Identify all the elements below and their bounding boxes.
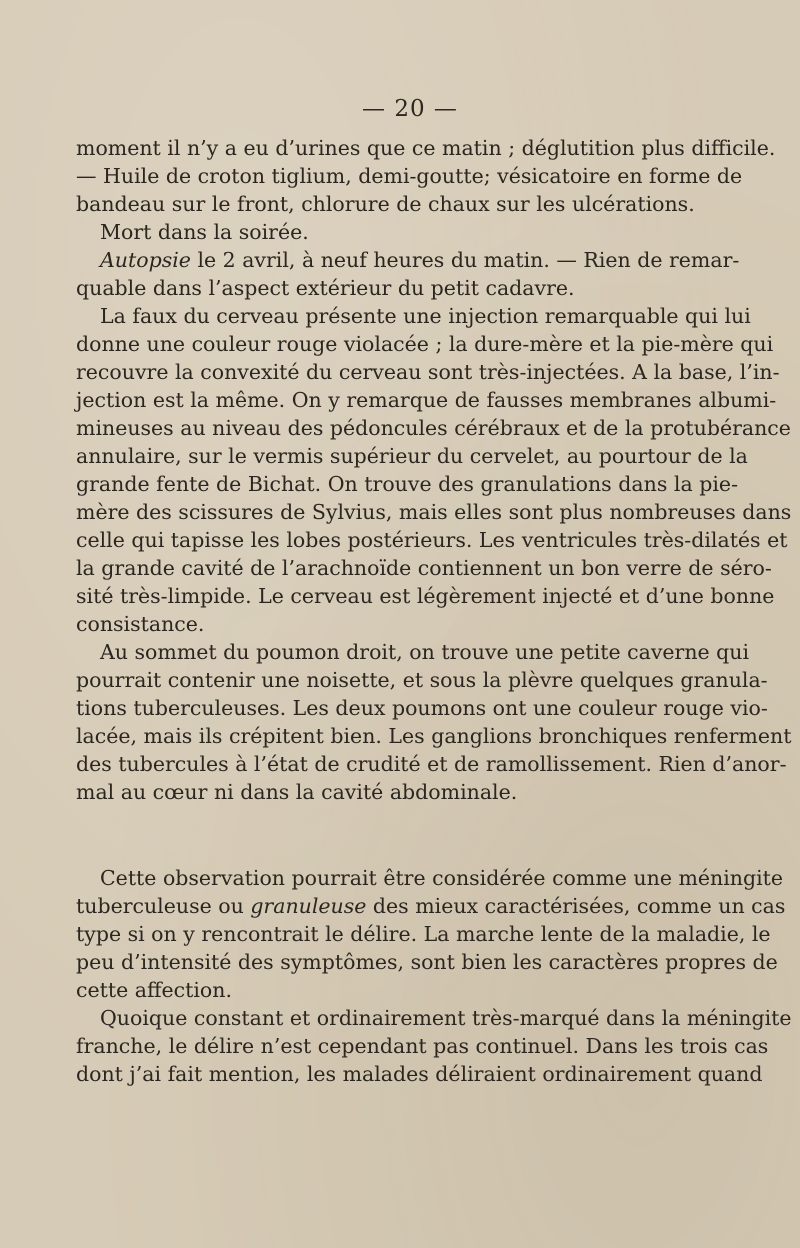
paragraph-observation <box>76 864 786 1004</box>
text-line: mal au cœur ni dans la cavité abdominale. <box>76 780 518 804</box>
text-line: consistance. <box>76 612 205 636</box>
paragraph-delirium <box>76 1004 792 1088</box>
text-line: mère des scissures de Sylvius, mais elles sont plus nombreuses dans <box>76 500 792 524</box>
text-line: bandeau sur le front, chlorure de chaux sur les ulcérations. <box>76 192 695 216</box>
text-line: Mort dans la soirée. <box>100 220 309 244</box>
text-line: jection est la même. On y remarque de fausses membranes albumi- <box>76 388 777 412</box>
text-line: sité très-limpide. Le cerveau est légèrement injecté et d’une bonne <box>76 584 775 608</box>
paragraph-brain <box>76 302 792 638</box>
text-line: des tubercules à l’état de crudité et de ramollissement. Rien d’anor- <box>76 752 787 776</box>
text-line: quable dans l’aspect extérieur du petit cadavre. <box>76 276 575 300</box>
body-text-section-2 <box>76 864 792 1088</box>
text-line: La faux du cerveau présente une injection remarquable qui lui <box>100 304 751 328</box>
granuleuse-italic: granuleuse <box>250 894 367 918</box>
text-line: peu d’intensité des symptômes, sont bien les caractères propres de <box>76 950 778 974</box>
text-line: franche, le délire n’est cependant pas continuel. Dans les trois cas <box>76 1034 769 1058</box>
text-line: donne une couleur rouge violacée ; la dure-mère et la pie-mère qui <box>76 332 774 356</box>
text-line: dont j’ai fait mention, les malades déliraient ordinairement quand <box>76 1062 763 1086</box>
text-line: Au sommet du poumon droit, on trouve une petite caverne qui <box>100 640 750 664</box>
body-text-section-1 <box>76 134 792 806</box>
text-line: — Huile de croton tiglium, demi-goutte; vésicatoire en forme de <box>76 164 743 188</box>
text-line: moment il n’y a eu d’urines que ce matin ; déglutition plus difficile. <box>76 136 776 160</box>
text-fragment: le 2 avril, à neuf heures du matin. — Rien de remar- <box>190 248 740 272</box>
text-line: recouvre la convexité du cerveau sont très-injectées. A la base, l’in- <box>76 360 780 384</box>
paragraph-lungs <box>76 638 792 806</box>
text-fragment: des mieux caractérisées, comme un cas <box>366 894 786 918</box>
text-line: tions tuberculeuses. Les deux poumons ont une couleur rouge vio- <box>76 696 768 720</box>
page-number: — 20 — <box>362 96 458 122</box>
text-line: celle qui tapisse les lobes postérieurs. Les ventricules très-dilatés et <box>76 528 788 552</box>
paragraph-autopsy <box>76 246 738 302</box>
paragraph-death <box>76 218 738 246</box>
paragraph-treatment <box>76 134 776 218</box>
text-line: la grande cavité de l’arachnoïde contiennent un bon verre de séro- <box>76 556 772 580</box>
text-line: Cette observation pourrait être considérée comme une méningite <box>100 866 784 890</box>
text-line: pourrait contenir une noisette, et sous la plèvre quelques granula- <box>76 668 768 692</box>
autopsie-italic: Autopsie <box>100 248 191 272</box>
text-line <box>76 892 786 920</box>
text-line: type si on y rencontrait le délire. La marche lente de la maladie, le <box>76 922 771 946</box>
text-fragment: tuberculeuse ou <box>76 894 251 918</box>
text-line <box>76 246 738 274</box>
text-line: Quoique constant et ordinairement très-marqué dans la méningite <box>100 1006 792 1030</box>
text-line: cette affection. <box>76 978 232 1002</box>
text-line: lacée, mais ils crépitent bien. Les ganglions bronchiques renferment <box>76 724 792 748</box>
text-line: annulaire, sur le vermis supérieur du cervelet, au pourtour de la <box>76 444 748 468</box>
text-line: mineuses au niveau des pédoncules cérébraux et de la protubérance <box>76 416 791 440</box>
text-line: grande fente de Bichat. On trouve des granulations dans la pie- <box>76 472 738 496</box>
